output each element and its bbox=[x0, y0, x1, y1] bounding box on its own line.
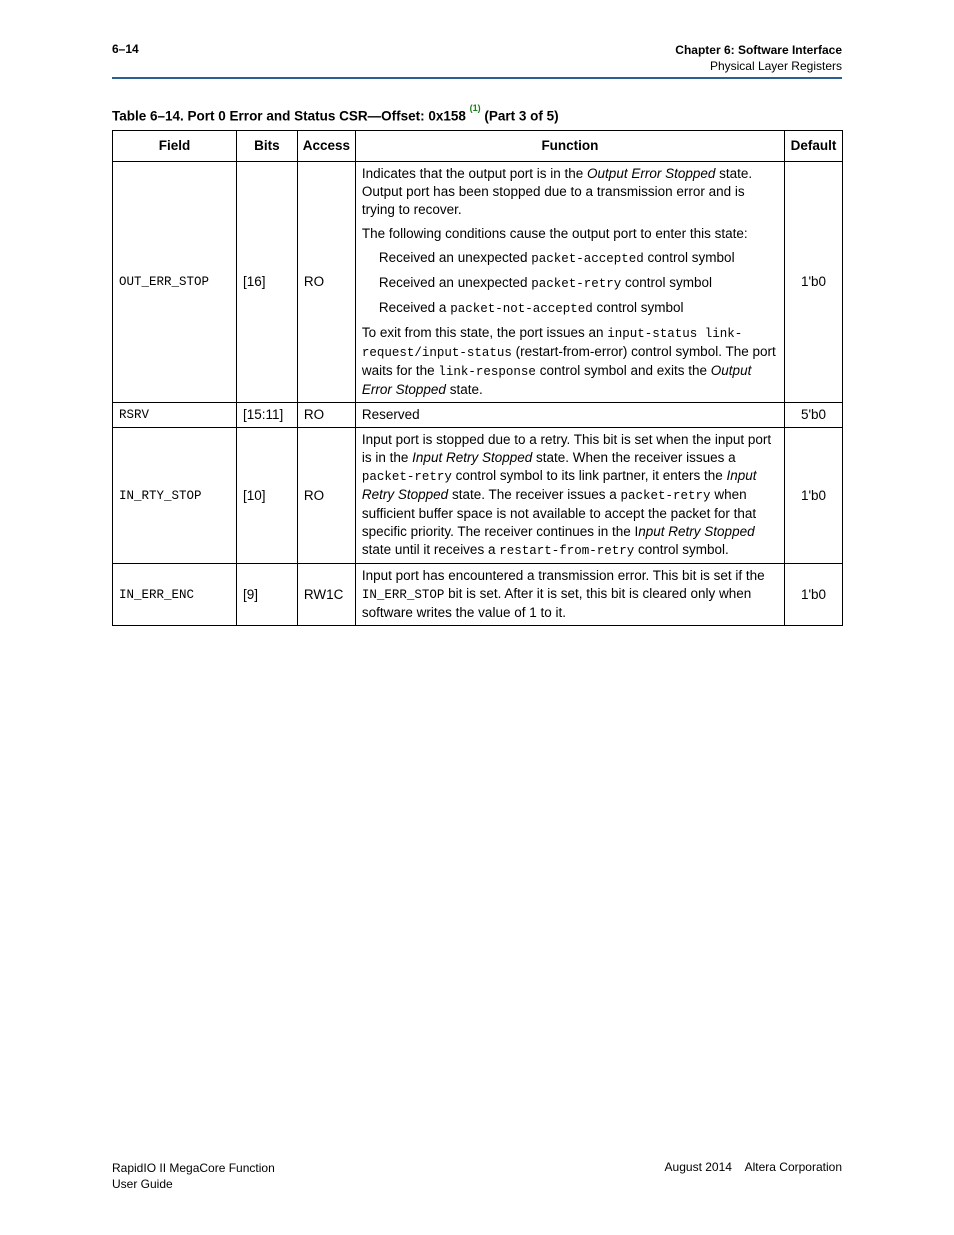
condition-item: Received an unexpected packet-retry control symbol bbox=[378, 275, 713, 291]
cell-bits: [10] bbox=[236, 428, 297, 564]
cell-default: 1'b0 bbox=[784, 162, 842, 403]
cell-function: Input port is stopped due to a retry. This bit is set when the input port is in the Input Retry Stopped state. When the receiver issues a packet-retry control symbol to its link partner, it enters the Input Retry Stopped state. The receiver issues a packet-retry when sufficient buffer space is not available to accept the packet for that specific priority. The receiver continues in the Input Retry Stopped state until it receives a restart-from-retry control symbol. bbox=[355, 428, 784, 564]
table-header-row bbox=[113, 131, 843, 162]
section-title: Physical Layer Registers bbox=[709, 59, 842, 73]
footer-left bbox=[112, 1160, 275, 1192]
cell-function: Reserved bbox=[355, 403, 784, 428]
cell-access: RO bbox=[297, 403, 355, 428]
function-paragraph: To exit from this state, the port issues an input-status link-request/input-status (restart-from-error) control symbol. The port waits for the link-response control symbol and exits the Output Error Stopped state. bbox=[361, 325, 776, 397]
cell-access: RW1C bbox=[297, 564, 355, 626]
col-header-function: Function bbox=[355, 131, 784, 162]
condition-item: Received an unexpected packet-accepted control symbol bbox=[378, 250, 735, 266]
table-caption bbox=[112, 103, 559, 124]
cell-field: IN_RTY_STOP bbox=[113, 428, 237, 564]
cell-access: RO bbox=[297, 428, 355, 564]
running-header bbox=[675, 42, 842, 74]
cell-function: Input port has encountered a transmission error. This bit is set if the IN_ERR_STOP bit is set. After it is set, this bit is cleared only when software writes the value of 1 to it. bbox=[355, 564, 784, 626]
function-paragraph: Indicates that the output port is in the Output Error Stopped state. Output port has been stopped due to a transmission error and is trying to recover. bbox=[361, 166, 753, 217]
cell-function bbox=[355, 162, 784, 403]
cell-field: IN_ERR_ENC bbox=[113, 564, 237, 626]
table-caption-text: Table 6–14. Port 0 Error and Status CSR—Offset: 0x158 bbox=[112, 108, 466, 124]
cell-default: 1'b0 bbox=[784, 428, 842, 564]
table-row bbox=[113, 403, 843, 428]
cell-access: RO bbox=[297, 162, 355, 403]
cell-bits: [15:11] bbox=[236, 403, 297, 428]
cell-field: OUT_ERR_STOP bbox=[113, 162, 237, 403]
col-header-bits: Bits bbox=[236, 131, 297, 162]
condition-item: Received a packet-not-accepted control symbol bbox=[378, 300, 684, 316]
cell-default: 5'b0 bbox=[784, 403, 842, 428]
footer-doc: User Guide bbox=[112, 1177, 173, 1191]
footer-date-company: August 2014 Altera Corporation bbox=[664, 1160, 842, 1174]
table-row bbox=[113, 564, 843, 626]
page-number: 6–14 bbox=[112, 42, 139, 56]
col-header-field: Field bbox=[113, 131, 237, 162]
cell-bits: [9] bbox=[236, 564, 297, 626]
function-paragraph: The following conditions cause the output port to enter this state: bbox=[361, 226, 748, 241]
table-part: (Part 3 of 5) bbox=[484, 108, 559, 124]
register-table bbox=[112, 130, 843, 626]
col-header-default: Default bbox=[784, 131, 842, 162]
table-row bbox=[113, 428, 843, 564]
header-rule bbox=[112, 77, 842, 79]
cell-bits: [16] bbox=[236, 162, 297, 403]
footer-product: RapidIO II MegaCore Function bbox=[112, 1161, 275, 1175]
cell-default: 1'b0 bbox=[784, 564, 842, 626]
footnote-link[interactable]: (1) bbox=[469, 103, 481, 113]
cell-field: RSRV bbox=[113, 403, 237, 428]
table-row bbox=[113, 162, 843, 403]
col-header-access: Access bbox=[297, 131, 355, 162]
chapter-title: Chapter 6: Software Interface bbox=[675, 43, 842, 57]
